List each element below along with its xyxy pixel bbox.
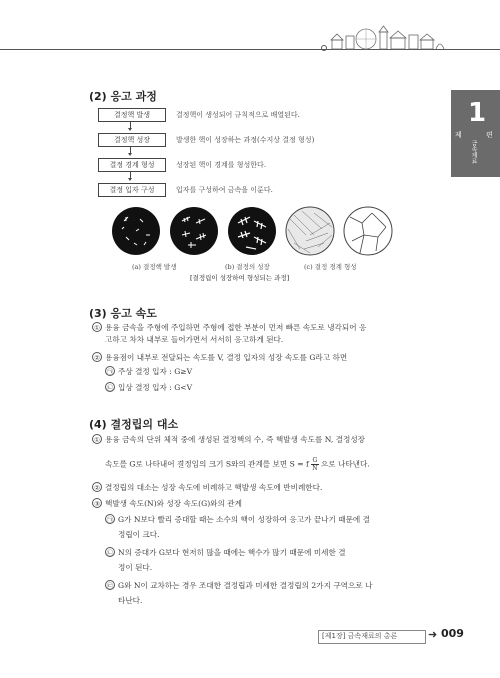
chapter-number: 1 [467,98,487,128]
flow-desc-4: 입자를 구성하여 금속을 이룬다. [176,186,273,194]
grain-boundary-forming-image [286,207,334,255]
number-marker: ① [92,322,102,332]
number-marker: ② [92,482,102,492]
nucleation-stage-image [112,207,160,255]
flow-desc-1: 결정핵이 생성되어 규칙적으로 배열된다. [176,111,300,119]
flow-step-3: 결정 경계 형성 [98,158,166,172]
list-item: ③ 핵발생 속도(N)와 성장 속도(G)와의 관계 [92,498,242,509]
flow-step-1: 결정핵 발생 [98,108,166,122]
list-item: ② 용융점이 내부로 전달되는 속도를 V, 결정 입자의 성장 속도를 G라고 하면 [92,352,347,363]
section-heading-grain-size: (4) 결정립의 대소 [89,418,179,431]
section-heading-solidification-rate: (3) 응고 속도 [89,307,157,320]
list-item: ① 용융 금속의 단위 체적 중에 생성된 결정핵의 수, 즉 핵발생 속도를 N, 결정성장 [92,434,365,445]
figure-caption-a: (a) 결정핵 발생 [132,263,177,271]
sub-marker: ㉢ [106,582,114,590]
flow-desc-2: 발생한 핵이 성장하는 과정(수지상 결정 형성) [176,136,315,144]
sub-item: ㉡ 입상 결정 입자 : G<V [106,383,193,392]
sub-item-continuation: 정립이 크다. [118,530,160,539]
section-heading-solidification-process: (2) 응고 과정 [89,90,157,103]
list-item-continuation: 고하고 차차 내부로 들어가면서 서서히 응고하게 된다. [105,335,284,344]
sub-marker: ㉡ [106,549,114,557]
chapter-subtitle: 금속재료 [470,140,477,164]
sub-item: ㉡ N의 증대가 G보다 현저히 많을 때에는 핵수가 많기 때문에 미세한 결 [106,548,346,557]
sub-item-continuation: 정이 된다. [118,563,153,572]
list-item: ① 용융 금속을 주형에 주입하면 주형에 접한 부분이 먼저 빠른 속도로 냉각되어 응 [92,322,366,333]
sub-item: ㉢ G와 N이 교차하는 경우 조대한 결정립과 미세한 결정립의 2가지 구역으로 나 [106,581,373,590]
flow-step-2: 결정핵 성장 [98,133,166,147]
dendrite-stage-image [228,207,276,255]
sub-marker: ㉠ [106,516,114,524]
flow-step-4: 결정 입자 구성 [98,183,166,197]
list-item-continuation: 속도를 G로 나타내어 결정입의 크기 S와의 관계를 보면 S = f $\frac{G}{N}$ 으로 나타낸다. [105,457,370,472]
flow-arrow-icon [130,122,131,128]
number-marker: ① [92,434,102,444]
sub-item-continuation: 타난다. [118,596,143,605]
chapter-suffix: 편 [486,131,493,139]
number-marker: ③ [92,498,102,508]
flow-desc-3: 성장된 핵이 경계를 형성한다. [176,161,267,169]
flow-arrow-icon [130,147,131,153]
crystal-growth-stage-image [170,207,218,255]
sub-item: ㉠ 주상 결정 입자 : G≥V [106,367,193,376]
number-marker: ② [92,352,102,362]
sub-item: ㉠ G가 N보다 빨리 증대할 때는 소수의 핵이 성장하여 응고가 끝나기 때문에 결 [106,515,370,524]
flow-arrow-icon [130,172,131,178]
figure-caption-b: (b) 결정의 성장 [225,263,270,271]
grain-boundary-formed-image [344,207,392,255]
footer-chapter-label: [제1장] 금속재료의 총론 [322,632,398,640]
figure-caption-c: (c) 결정 경계 형성 [304,263,357,271]
figure-title: [결정립이 성장하여 형성되는 과정] [190,274,290,282]
fraction-g-over-n: $\frac{G}{N}$ [312,457,318,472]
list-item: ② 결정립의 대소는 성장 속도에 비례하고 핵발생 속도에 반비례한다. [92,482,322,493]
grain-growth-figure [110,205,400,257]
chapter-prefix: 제 [455,131,462,139]
town-illustration-icon [316,24,450,51]
arrow-right-icon: ➜ [428,628,438,641]
sub-marker: ㉡ [106,384,114,392]
page-number: 009 [441,627,464,640]
sub-marker: ㉠ [106,368,114,376]
